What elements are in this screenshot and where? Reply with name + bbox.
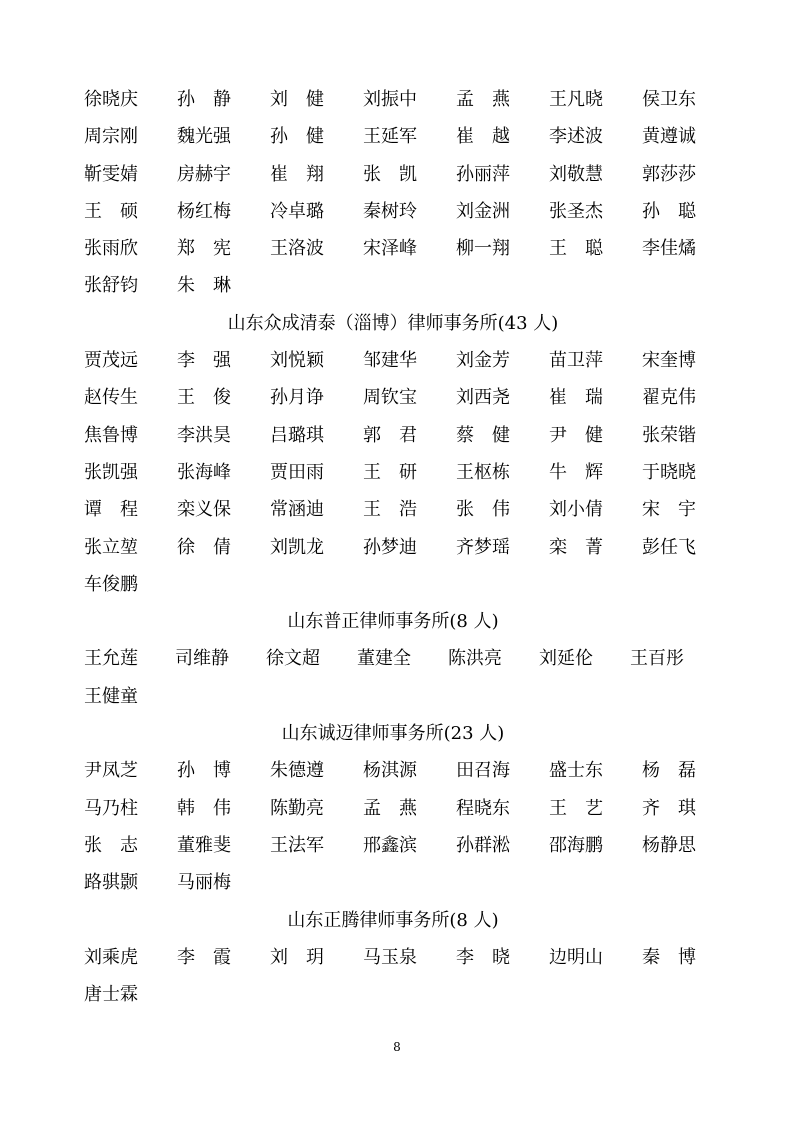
person-name: 谭 程 (84, 499, 138, 521)
person-name: 王凡晓 (549, 89, 603, 110)
person-name: 刘西尧 (456, 387, 510, 409)
firm-section-zhongcheng (84, 305, 704, 603)
person-name: 马乃柱 (84, 797, 138, 819)
person-name: 陈洪亮 (448, 648, 502, 670)
name-row (84, 491, 704, 528)
person-name: 徐文超 (266, 648, 320, 670)
person-name: 朱德遵 (270, 760, 324, 782)
person-name: 焦鲁博 (84, 424, 138, 446)
person-name: 刘凯龙 (270, 536, 324, 558)
person-name: 齐 琪 (642, 797, 696, 819)
person-name: 刘金芳 (456, 350, 510, 372)
person-name: 孟 燕 (456, 89, 510, 110)
person-name: 孙 聪 (642, 200, 696, 222)
person-name: 贾田雨 (270, 461, 324, 483)
person-name: 常涵迪 (270, 499, 324, 521)
person-name: 李述波 (549, 126, 603, 148)
person-name: 路骐颢 (84, 872, 138, 894)
page-number: 8 (393, 1040, 401, 1054)
name-row (84, 640, 704, 677)
person-name: 彭任飞 (642, 536, 696, 558)
person-name: 赵传生 (84, 387, 138, 409)
person-name: 李佳燏 (642, 238, 696, 260)
person-name: 靳雯婧 (84, 163, 138, 185)
person-name: 崔 瑞 (549, 387, 603, 409)
name-row (84, 529, 704, 566)
person-name: 王健童 (84, 685, 138, 707)
person-name: 王枢栋 (456, 461, 510, 483)
name-row (84, 230, 704, 267)
person-name: 孙 健 (270, 126, 324, 148)
name-row (84, 566, 704, 603)
person-name: 邵海鹏 (549, 834, 603, 856)
person-name: 李 霞 (177, 946, 231, 968)
name-row (84, 342, 704, 379)
name-row (84, 81, 704, 118)
person-name: 杨红梅 (177, 200, 231, 222)
person-name: 刘金洲 (456, 200, 510, 222)
person-name: 张荣锴 (642, 424, 696, 446)
name-row (84, 118, 704, 155)
person-name: 柳一翔 (456, 238, 510, 260)
person-name: 王 俊 (177, 387, 231, 409)
person-name: 马玉泉 (363, 946, 417, 968)
person-name: 刘小倩 (549, 499, 603, 521)
person-name: 张海峰 (177, 461, 231, 483)
person-name: 牛 辉 (549, 461, 603, 483)
person-name: 车俊鹏 (84, 573, 138, 595)
person-name: 郭 君 (363, 424, 417, 446)
person-name: 孙 博 (177, 760, 231, 782)
person-name: 周钦宝 (363, 387, 417, 409)
person-name: 徐晓庆 (84, 89, 138, 110)
name-row (84, 939, 704, 976)
person-name: 张 志 (84, 834, 138, 856)
person-name: 陈勤亮 (270, 797, 324, 819)
firm-heading: 山东正腾律师事务所(8 人) (287, 909, 499, 931)
person-name: 侯卫东 (642, 89, 696, 110)
person-name: 王延军 (363, 126, 417, 148)
person-name: 齐梦瑶 (456, 536, 510, 558)
person-name: 徐 倩 (177, 536, 231, 558)
firm-heading: 山东普正律师事务所(8 人) (287, 611, 499, 633)
person-name: 董建全 (357, 648, 411, 670)
person-name: 王 艺 (549, 797, 603, 819)
person-name: 宋 宇 (642, 499, 696, 521)
person-name: 孟 燕 (363, 797, 417, 819)
person-name: 贾茂远 (84, 350, 138, 372)
firm-section-chengmai (84, 715, 704, 901)
name-row (84, 156, 704, 193)
person-name: 尹 健 (549, 424, 603, 446)
person-name: 杨淇源 (363, 760, 417, 782)
person-name: 董雅斐 (177, 834, 231, 856)
name-row (84, 193, 704, 230)
person-name: 李 强 (177, 350, 231, 372)
person-name: 李洪昊 (177, 424, 231, 446)
person-name: 杨静思 (642, 834, 696, 856)
person-name: 秦 博 (642, 946, 696, 968)
person-name: 孙梦迪 (363, 536, 417, 558)
firm-heading: 山东众成清泰（淄博）律师事务所(43 人) (227, 312, 559, 334)
person-name: 张立堃 (84, 536, 138, 558)
person-name: 蔡 健 (456, 424, 510, 446)
person-name: 刘敬慧 (549, 163, 603, 185)
person-name: 刘 玥 (270, 946, 324, 968)
person-name: 张凯强 (84, 461, 138, 483)
person-name: 唐士霖 (84, 984, 138, 1006)
person-name: 刘振中 (363, 89, 417, 110)
person-name: 韩 伟 (177, 797, 231, 819)
firm-section-zhengteng (84, 902, 704, 1014)
person-name: 张 凯 (363, 163, 417, 185)
person-name: 刘延伦 (539, 648, 593, 670)
person-name: 魏光强 (177, 126, 231, 148)
person-name: 崔 翔 (270, 163, 324, 185)
person-name: 张圣杰 (549, 200, 603, 222)
firm-heading: 山东诚迈律师事务所(23 人) (281, 723, 505, 745)
person-name: 邹建华 (363, 350, 417, 372)
person-name: 张雨欣 (84, 238, 138, 260)
name-row (84, 790, 704, 827)
person-name: 马丽梅 (177, 872, 231, 894)
name-row (84, 678, 704, 715)
person-name: 孙丽萍 (456, 163, 510, 185)
document-body (84, 81, 704, 1013)
person-name: 苗卫萍 (549, 350, 603, 372)
name-row (84, 827, 704, 864)
person-name: 宋泽峰 (363, 238, 417, 260)
person-name: 刘 健 (270, 89, 324, 110)
person-name: 于晓晓 (642, 461, 696, 483)
name-list-continuation (84, 81, 704, 305)
person-name: 王 聪 (549, 238, 603, 260)
person-name: 孙月诤 (270, 387, 324, 409)
person-name: 栾义保 (177, 499, 231, 521)
person-name: 王 研 (363, 461, 417, 483)
person-name: 栾 菁 (549, 536, 603, 558)
person-name: 翟克伟 (642, 387, 696, 409)
person-name: 尹凤芝 (84, 760, 138, 782)
person-name: 孙群淞 (456, 834, 510, 856)
person-name: 宋奎博 (642, 350, 696, 372)
name-row (84, 417, 704, 454)
person-name: 秦树玲 (363, 200, 417, 222)
person-name: 程晓东 (456, 797, 510, 819)
person-name: 刘悦颖 (270, 350, 324, 372)
person-name: 张舒钧 (84, 275, 138, 297)
person-name: 崔 越 (456, 126, 510, 148)
name-row (84, 267, 704, 304)
person-name: 王法军 (270, 834, 324, 856)
name-row (84, 379, 704, 416)
person-name: 孙 静 (177, 89, 231, 110)
person-name: 王 硕 (84, 200, 138, 222)
person-name: 王 浩 (363, 499, 417, 521)
person-name: 房赫宇 (177, 163, 231, 185)
person-name: 边明山 (549, 946, 603, 968)
person-name: 郑 宪 (177, 238, 231, 260)
person-name: 王允莲 (84, 648, 138, 670)
person-name: 黄遵诚 (642, 126, 696, 148)
person-name: 吕璐琪 (270, 424, 324, 446)
name-row (84, 976, 704, 1013)
name-row (84, 752, 704, 789)
person-name: 李 晓 (456, 946, 510, 968)
name-row (84, 864, 704, 901)
person-name: 田召海 (456, 760, 510, 782)
person-name: 周宗刚 (84, 126, 138, 148)
person-name: 王百彤 (630, 648, 684, 670)
person-name: 王洛波 (270, 238, 324, 260)
person-name: 杨 磊 (642, 760, 696, 782)
name-row (84, 454, 704, 491)
firm-section-puzheng (84, 603, 704, 715)
person-name: 邢鑫滨 (363, 834, 417, 856)
person-name: 刘乘虎 (84, 946, 138, 968)
person-name: 郭莎莎 (642, 163, 696, 185)
person-name: 司维静 (175, 648, 229, 670)
person-name: 盛士东 (549, 760, 603, 782)
person-name: 朱 琳 (177, 275, 231, 297)
person-name: 张 伟 (456, 499, 510, 521)
person-name: 冷卓璐 (270, 200, 324, 222)
